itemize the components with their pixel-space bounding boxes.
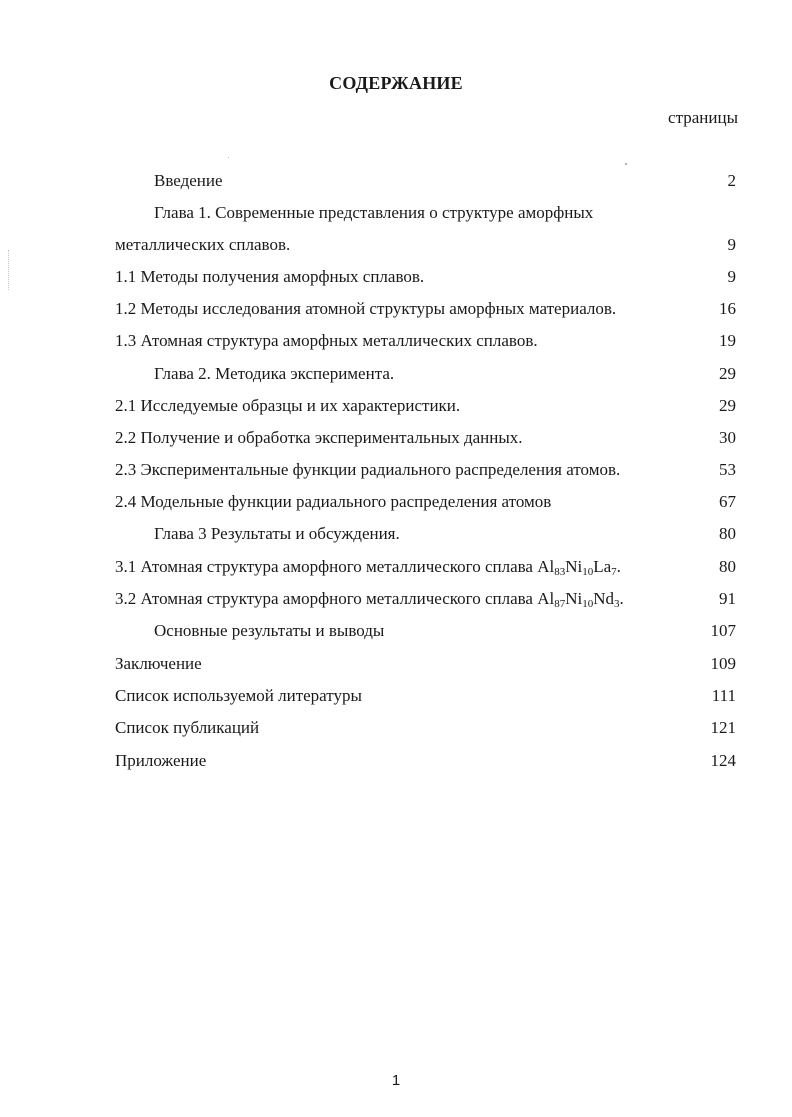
- toc-entry-page: 107: [710, 621, 736, 640]
- toc-entry-page: 2: [727, 171, 736, 190]
- toc-entry-page: 109: [710, 654, 736, 673]
- scan-speck: [228, 157, 229, 158]
- toc-entry-text: Основные результаты и выводы: [154, 621, 385, 640]
- toc-entry-text: Заключение: [115, 654, 202, 673]
- toc-entry-text: 1.3 Атомная структура аморфных металлических сплавов.: [115, 331, 538, 350]
- toc-entry-page: 19: [719, 331, 736, 350]
- formula-suffix: .: [619, 589, 624, 608]
- toc-entry-text: Глава 2. Методика эксперимента.: [154, 364, 395, 383]
- toc-entry-text: Глава 1. Современные представления о структуре аморфных: [154, 203, 594, 222]
- toc-entry-page: 121: [710, 718, 736, 737]
- formula-suffix: .: [616, 557, 621, 576]
- toc-entry-page: 53: [719, 460, 736, 479]
- formula-element: Al: [537, 589, 555, 608]
- toc-entry-page: 29: [719, 364, 736, 383]
- toc-entry-text: Список публикаций: [115, 718, 260, 737]
- toc-entry-text: 2.4 Модельные функции радиального распределения атомов: [115, 492, 552, 511]
- toc-entry-page: 80: [719, 524, 736, 543]
- toc-entry-page: 9: [727, 235, 736, 254]
- toc-entry-page: 124: [710, 751, 736, 770]
- formula-element: La: [593, 557, 612, 576]
- toc-entry-page: 9: [727, 267, 736, 286]
- page-number: 1: [391, 1072, 401, 1089]
- formula-subscript: 87: [554, 598, 566, 610]
- toc-entry-text: 3.1 Атомная структура аморфного металлического сплава: [115, 557, 538, 576]
- toc-entry-text: Введение: [154, 171, 223, 190]
- toc-entry-page: 29: [719, 396, 736, 415]
- formula-element: Ni: [565, 557, 583, 576]
- toc-entry-text: 2.2 Получение и обработка экспериментальных данных.: [115, 428, 523, 447]
- formula-subscript: 83: [554, 566, 566, 578]
- formula-element: Al: [537, 557, 555, 576]
- toc-entry-text: 3.2 Атомная структура аморфного металлического сплава: [115, 589, 538, 608]
- toc-entry-text: Список используемой литературы: [115, 686, 362, 705]
- pages-column-label: страницы: [668, 108, 738, 127]
- toc-entry-page: 80: [719, 557, 736, 576]
- toc-entry-text: 1.2 Методы исследования атомной структуры аморфных материалов.: [115, 299, 617, 318]
- formula-subscript: 10: [582, 566, 594, 578]
- toc-entry-text: Глава 3 Результаты и обсуждения.: [154, 524, 400, 543]
- toc-entry-text: 2.3 Экспериментальные функции радиального распределения атомов.: [115, 460, 621, 479]
- toc-entry-page: 30: [719, 428, 736, 447]
- formula-subscript: 7: [611, 566, 617, 578]
- toc-entry-page: 67: [719, 492, 736, 511]
- toc-entry-text: 1.1 Методы получения аморфных сплавов.: [115, 267, 425, 286]
- toc-entry-text: металлических сплавов.: [115, 235, 291, 254]
- scan-edge-marks: [8, 250, 11, 290]
- toc-entry-text: Приложение: [115, 751, 207, 770]
- formula-element: Ni: [565, 589, 583, 608]
- formula-subscript: 10: [582, 598, 594, 610]
- toc-entry-page: 16: [719, 299, 736, 318]
- formula-element: Nd: [593, 589, 615, 608]
- toc-entry-text: 2.1 Исследуемые образцы и их характеристики.: [115, 396, 461, 415]
- formula-subscript: 3: [614, 598, 620, 610]
- toc-title: СОДЕРЖАНИЕ: [329, 73, 463, 93]
- toc-entry-page: 111: [711, 686, 736, 705]
- toc-entry-page: 91: [719, 589, 736, 608]
- scan-speck: [625, 163, 627, 165]
